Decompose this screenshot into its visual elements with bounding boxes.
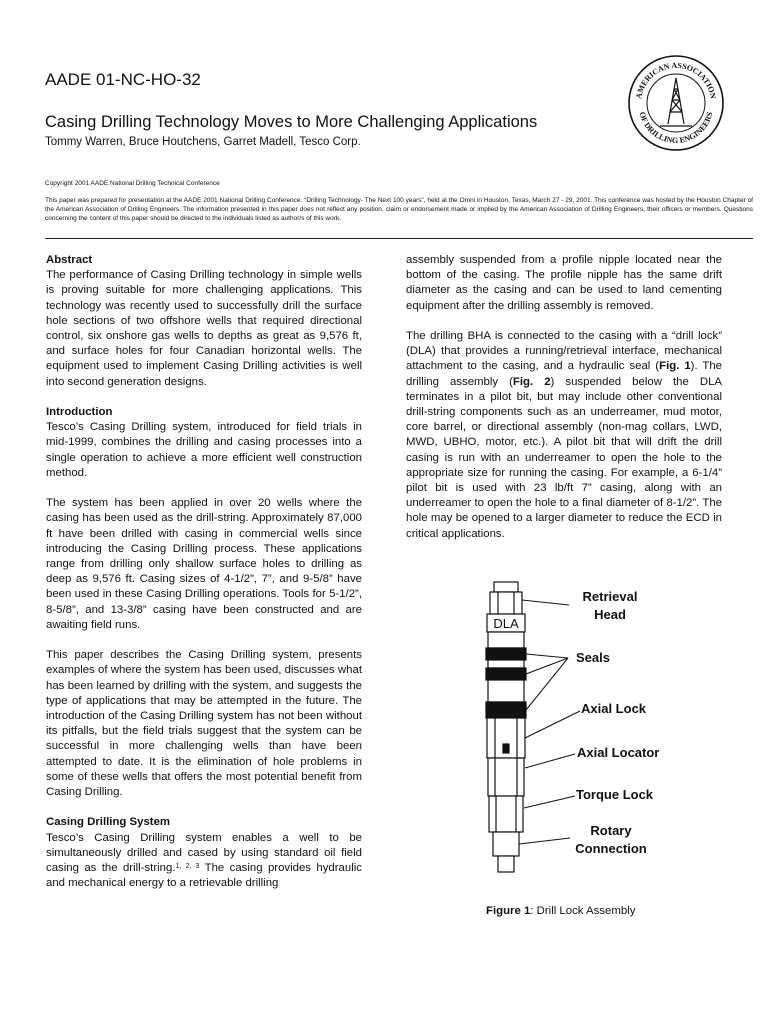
fig1-reference: Fig. 1 (659, 360, 691, 373)
abstract-heading: Abstract (46, 254, 93, 266)
system-text-b: The casing provides hydraulic and mechanical energy to a retrievable drilling (46, 862, 362, 890)
intro-paragraph-2: The system has been applied in over 20 wells where the casing has been used as the drill-string. Approximately 87,000 ft have been drilled with casing in commercial wells since introducing the Casing Drilling process. These applications range from drilling only shallow surface holes to drilling as deep as 9,576 ft. Casing sizes of 4-1/2”, 7”, and 9-5/8” have been used in these Casing Drilling operations. Tools for 5-1/2”, 8-5/8”, and 13-3/8” casing have been constructed and are awaiting field runs. (46, 497, 362, 631)
copyright-line: Copyright 2001 AADE National Drilling Technical Conference (45, 180, 220, 187)
header-rule (45, 238, 753, 239)
caption-label: Figure 1 (486, 905, 531, 917)
system-text-a: Tesco’s Casing Drilling system enables a well to be simultaneously drilled and cased by using standard oil field casing as the drill-string. (46, 831, 362, 875)
logo-bottom-text: OF DRILLING ENGINEERS (637, 110, 715, 146)
dla-text: DLA (493, 616, 519, 631)
label-seals: Seals (576, 650, 610, 665)
label-rotary-connection: Rotary Connection (575, 823, 647, 856)
label-axial-locator: Axial Locator (577, 745, 660, 760)
paper-id: AADE 01-NC-HO-32 (45, 70, 201, 89)
label-retrieval-head: Retrieval Head (582, 589, 638, 622)
seal-ring-2 (486, 668, 526, 680)
label-axial-lock: Axial Lock (581, 701, 647, 716)
label-torque-lock: Torque Lock (576, 787, 654, 802)
intro-paragraph-3: This paper describes the Casing Drilling system, presents examples of where the system has been used, discusses what has been learned by drilling with the system, and suggests the type of applications that may be attempted in the future. The introduction of the Casing Drilling system has not been without its pitfalls, but the field trials suggest that the system can be successful in more challenging wells than have been attempted to date. It is the elimination of hole problems in some of these wells that offers the most potential benefit from Casing Drilling. (46, 649, 362, 799)
seal-ring-3 (486, 702, 526, 718)
right-column (406, 253, 722, 557)
conference-notice: This paper was prepared for presentation at the AADE 2001 National Drilling Conference. “Drilling Technology- The Next 100 years”, held at the Omni in Houston, Texas, March 27 - 29, 2001. This conference was hosted by the Houston Chapter of the American Association of Drilling Engineers. The information presented in this paper does not reflect any position, claim or endorsement made or implied by the American Association of Drilling Engineers, their officers or members. Questions concerning the content of this paper should be directed to the individuals listed as author/s of this work. (45, 197, 753, 222)
bha-text-a: The drilling BHA is connected to the casing with a “drill lock” (DLA) that provides a running/retrieval interface, mechanical attachment to the casing, and a hydraulic seal ( (406, 330, 722, 373)
casing-drilling-system-heading: Casing Drilling System (46, 816, 171, 829)
seal-ring-1 (486, 648, 526, 660)
aade-logo (627, 54, 725, 152)
paper-authors: Tommy Warren, Bruce Houtchens, Garret Madell, Tesco Corp. (45, 136, 361, 148)
reference-superscript: 1, 2, 3 (175, 863, 200, 871)
fig2-reference: Fig. 2 (512, 375, 551, 388)
logo-top-text: AMERICAN ASSOCIATION (634, 60, 718, 100)
abstract-paragraph: The performance of Casing Drilling technology in simple wells is proving suitable for more challenging applications. This technology was recently used to successfully drill the surface hole sections of two offshore wells that required directional control, six onshore gas wells to depths as great as 9,576 ft, and surface holes for four Canadian horizontal wells. The equipment used to implement Casing Drilling activities is well into second generation designs. (46, 269, 362, 388)
figure-caption (486, 905, 635, 917)
system-paragraph-1 (46, 831, 362, 892)
caption-text: : Drill Lock Assembly (530, 905, 636, 917)
drill-lock-figure (476, 578, 716, 878)
right-paragraph-2 (406, 329, 722, 542)
callout-lines (519, 600, 580, 844)
bha-text-c: ) suspended below the DLA terminates in a pilot bit, but may include other conventional drill-string components such as an underreamer, mud motor, core barrel, or directional assembly (non-mag collars, LWD, MWD, UBHO, motor, etc.). A pilot bit that will drift the drill casing is run with an underreamer to open the hole to the appropriate size for running the casing. For example, a 6-1/4” pilot bit is used with 23 lb/ft 7” casing, along with an underreamer to open the hole to a final diameter of 8-1/2”. The hole may be opened to a larger diameter to reduce the ECD in critical applications. (406, 375, 722, 540)
bha-text-b: ). The drilling assembly ( (406, 360, 722, 388)
intro-paragraph-1: Tesco’s Casing Drilling system, introduced for field trials in mid-1999, combines the drilling and casing processes into a single operation to achieve a more efficient well construction method. (46, 421, 362, 479)
paper-title: Casing Drilling Technology Moves to More Challenging Applications (45, 113, 538, 131)
right-paragraph-1: assembly suspended from a profile nipple located near the bottom of the casing. The profile nipple has the same drift diameter as the casing and can be used to land cementing equipment after the drilling assembly is removed. (406, 254, 722, 312)
left-column (46, 253, 362, 907)
introduction-heading: Introduction (46, 406, 113, 419)
